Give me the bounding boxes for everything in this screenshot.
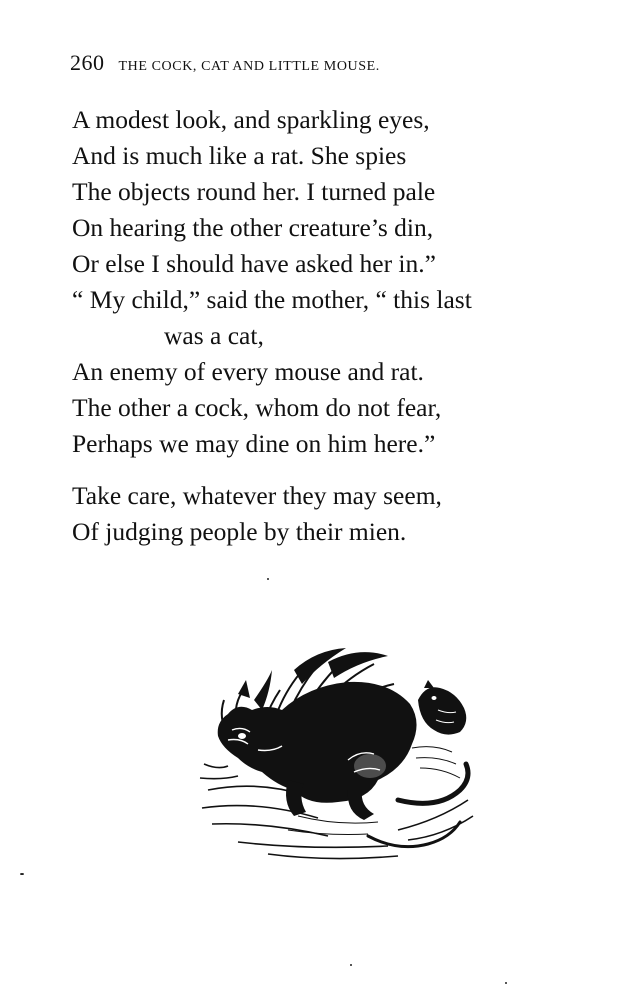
print-speck (505, 982, 507, 984)
poem-line: “ My child,” said the mother, “ this last (72, 285, 472, 314)
poem-line: Perhaps we may dine on him here.” (72, 429, 436, 458)
poem-line: Of judging people by their mien. (72, 517, 407, 546)
poem-line: A modest look, and sparkling eyes, (72, 105, 430, 134)
running-header (70, 50, 540, 76)
print-speck (20, 873, 24, 875)
print-speck (267, 578, 269, 580)
poem-line: On hearing the other creature’s din, (72, 213, 434, 242)
poem-stanza-2 (72, 478, 442, 550)
poem-line: Take care, whatever they may seem, (72, 481, 442, 510)
poem-line-continuation: was a cat, (164, 321, 264, 350)
poem-line: The objects round her. I turned pale (72, 177, 436, 206)
print-speck (350, 964, 352, 966)
page-number: 260 (70, 50, 105, 75)
poem-line: The other a cock, whom do not fear, (72, 393, 442, 422)
poem-line: Or else I should have asked her in.” (72, 249, 436, 278)
poem-line: An enemy of every mouse and rat. (72, 357, 424, 386)
poem-line: And is much like a rat. She spies (72, 141, 407, 170)
poem-stanza-1 (72, 102, 472, 462)
running-title: THE COCK, CAT AND LITTLE MOUSE. (118, 59, 380, 74)
cat-and-mice-woodcut-icon (198, 640, 486, 872)
